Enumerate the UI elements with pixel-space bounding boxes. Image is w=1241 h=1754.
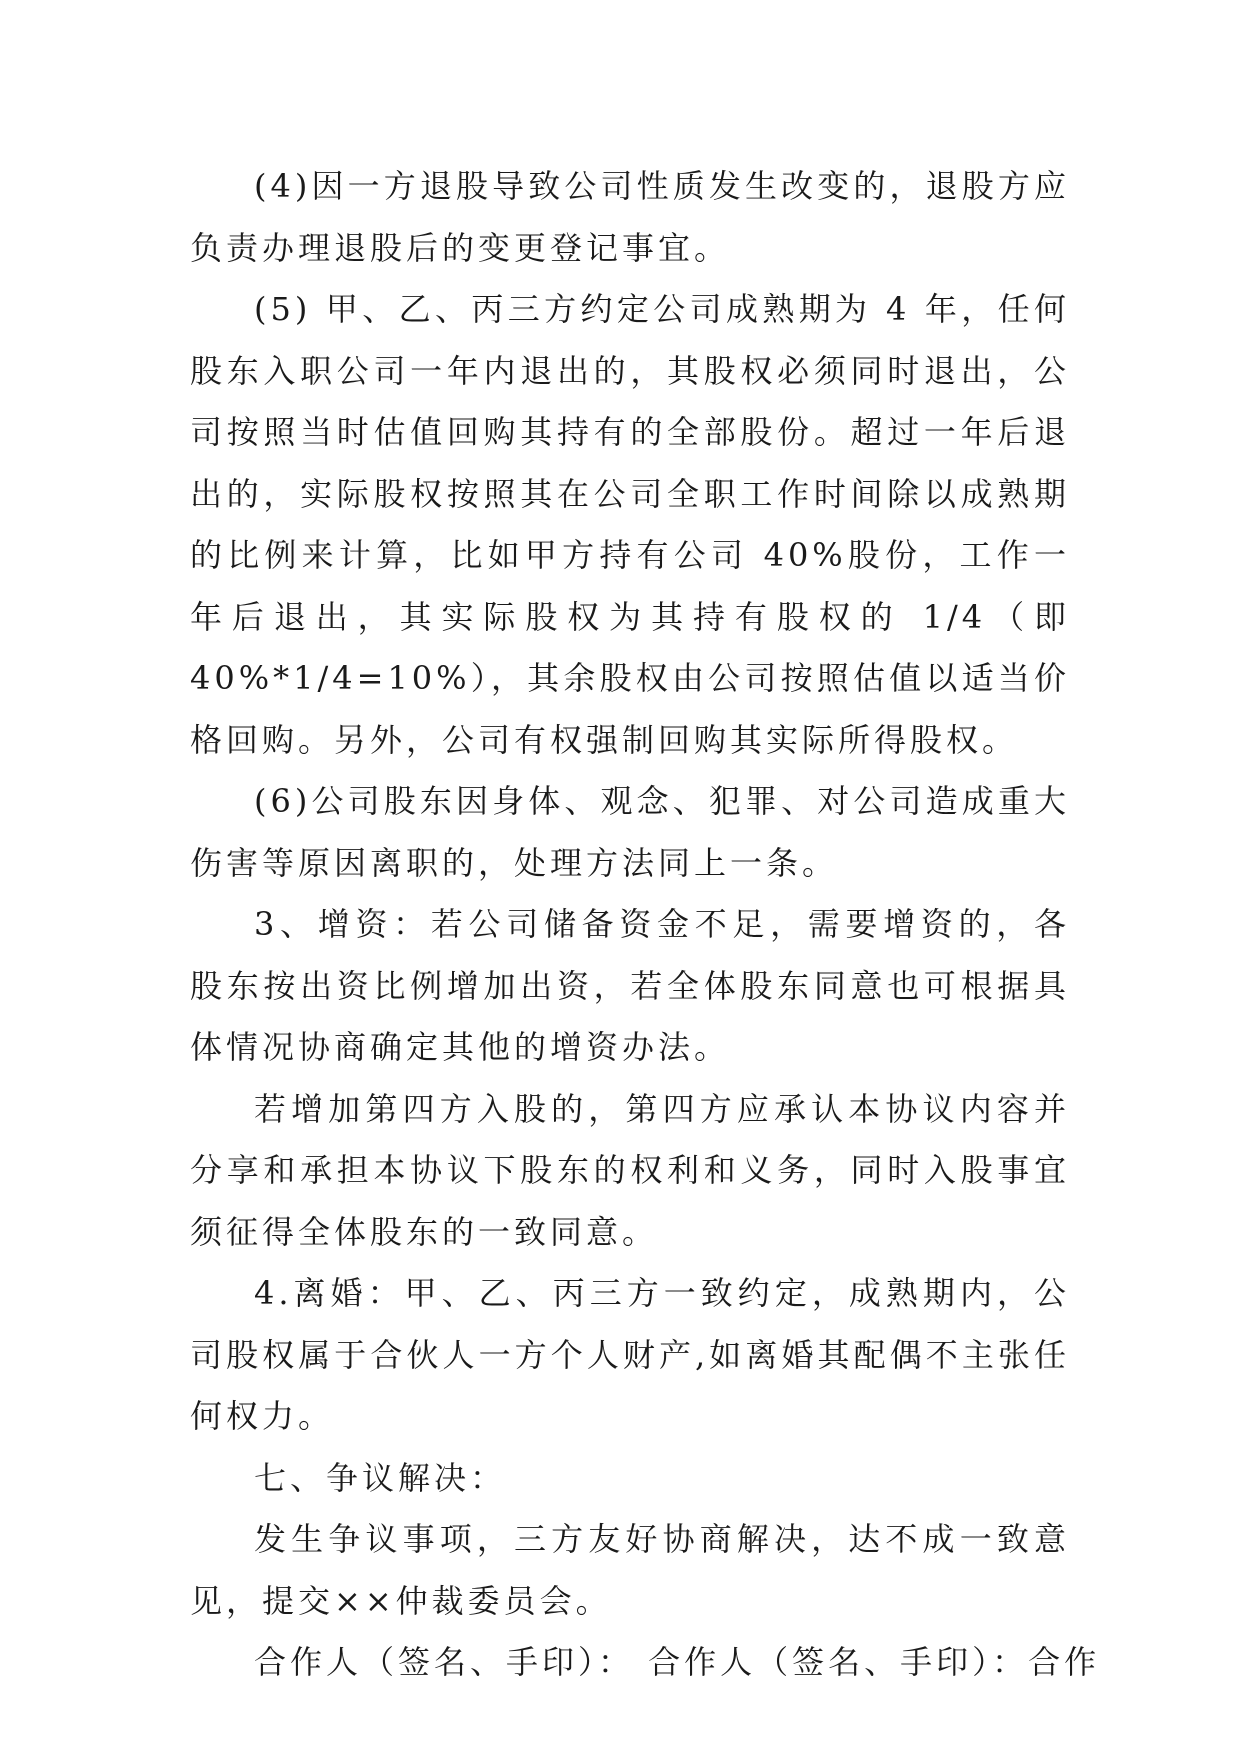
paragraph-divorce: 4.离婚：甲、乙、丙三方一致约定，成熟期内，公司股权属于合伙人一方个人财产,如离婚其配偶不主张任何权力。 xyxy=(190,1274,1070,1435)
paragraph-capital-increase: 3、增资：若公司储备资金不足，需要增资的，各股东按出资比例增加出资，若全体股东同意也可根据具体情况协商确定其他的增资办法。 xyxy=(190,905,1070,1066)
document-body xyxy=(190,156,1101,1694)
paragraph-6-departure-handling: (6)公司股东因身体、观念、犯罪、对公司造成重大伤害等原因离职的，处理方法同上一条。 xyxy=(190,782,1070,882)
signature-line: 合作人（签名、手印）： 合作人（签名、手印）：合作 xyxy=(254,1643,1101,1681)
paragraph-dispute-resolution: 发生争议事项，三方友好协商解决，达不成一致意见，提交××仲裁委员会。 xyxy=(190,1520,1070,1620)
paragraph-4-withdrawal-registration: (4)因一方退股导致公司性质发生改变的，退股方应负责办理退股后的变更登记事宜。 xyxy=(190,167,1070,267)
section-heading-dispute-resolution: 七、争议解决： xyxy=(254,1458,507,1497)
paragraph-5-vesting-period: (5) 甲、乙、丙三方约定公司成熟期为 4 年，任何股东入职公司一年内退出的，其股权必须同时退出，公司按照当时估值回购其持有的全部股份。超过一年后退出的，实际股权按照其在公司全职工作时间除以成熟期的比例来计算，比如甲方持有公司 40%股份，工作一年后退出，其实际股权为其持有股权的 1/4（即 40%*1/4=10%），其余股权由公司按照估值以适当价格回购。另外，公司有权强制回购其实际所得股权。 xyxy=(190,290,1070,759)
paragraph-fourth-party: 若增加第四方入股的，第四方应承认本协议内容并分享和承担本协议下股东的权利和义务，同时入股事宜须征得全体股东的一致同意。 xyxy=(190,1089,1070,1251)
